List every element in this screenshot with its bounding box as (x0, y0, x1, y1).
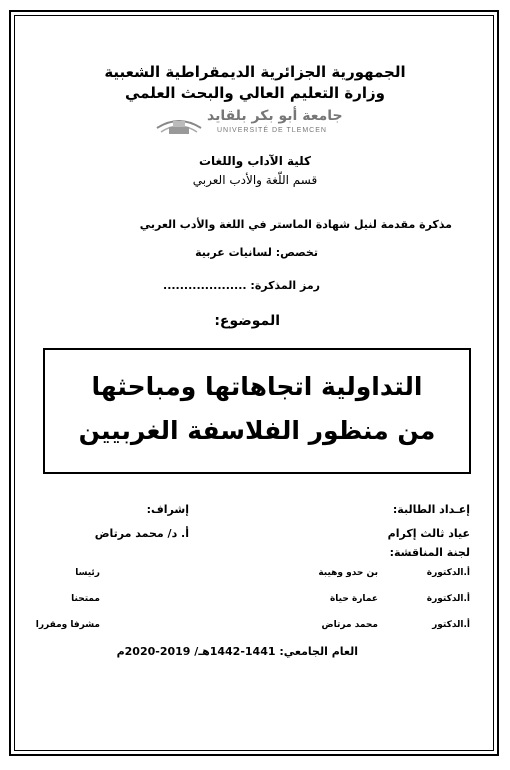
member-name: بن حدو وهيبة (318, 568, 378, 578)
supervisor-name: أ. د/ محمد مرتاض (94, 527, 189, 540)
academic-year: العام الجامعي: 1441-1442هـ/ 2019-2020م (116, 645, 358, 658)
thesis-title-line1: التداولية اتجاهاتها ومباحثها (91, 372, 423, 401)
committee-label: لجنة المناقشة: (389, 546, 470, 559)
university-logo (155, 108, 355, 140)
thesis-title-box (43, 348, 471, 474)
subject-label: الموضوع: (214, 313, 280, 329)
thesis-title-line2: من منظور الفلاسفة الغربيين (78, 416, 436, 445)
memo-description: مذكرة مقدمة لنيل شهادة الماستر في اللغة والأدب العربي (139, 218, 452, 231)
memo-code: رمز المذكرة: .................... (163, 279, 320, 292)
faculty-name: كلية الآداب واللغات (198, 154, 312, 168)
member-title: أ.الدكتورة (426, 594, 470, 604)
member-name: محمد مرتاض (321, 620, 378, 630)
republic-heading: الجمهورية الجزائرية الديمقراطية الشعبية (104, 63, 406, 81)
member-role: ممتحنا (71, 594, 100, 604)
member-name: عمارة حياة (329, 594, 378, 604)
member-role: رئيسا (75, 568, 100, 578)
member-title: أ.الدكتورة (426, 568, 470, 578)
department-name: قسم اللّغة والأدب العربي (192, 173, 318, 187)
university-name-fr: UNIVERSITÉ DE TLEMCEN (217, 127, 327, 134)
university-emblem-icon (155, 110, 203, 136)
student-name: عياد ثالث إكرام (387, 527, 470, 540)
specialty: تخصص: لسانيات عربية (195, 246, 318, 259)
prepared-by-label: إعـداد الطالبة: (392, 503, 470, 516)
ministry-heading: وزارة التعليم العالي والبحث العلمي (124, 84, 386, 102)
supervision-label: إشراف: (146, 503, 189, 516)
member-role: مشرفا ومقررا (35, 620, 100, 630)
member-title: أ.الدكتور (432, 620, 470, 630)
university-name-ar: جامعة أبو بكر بلقايد (207, 108, 343, 124)
